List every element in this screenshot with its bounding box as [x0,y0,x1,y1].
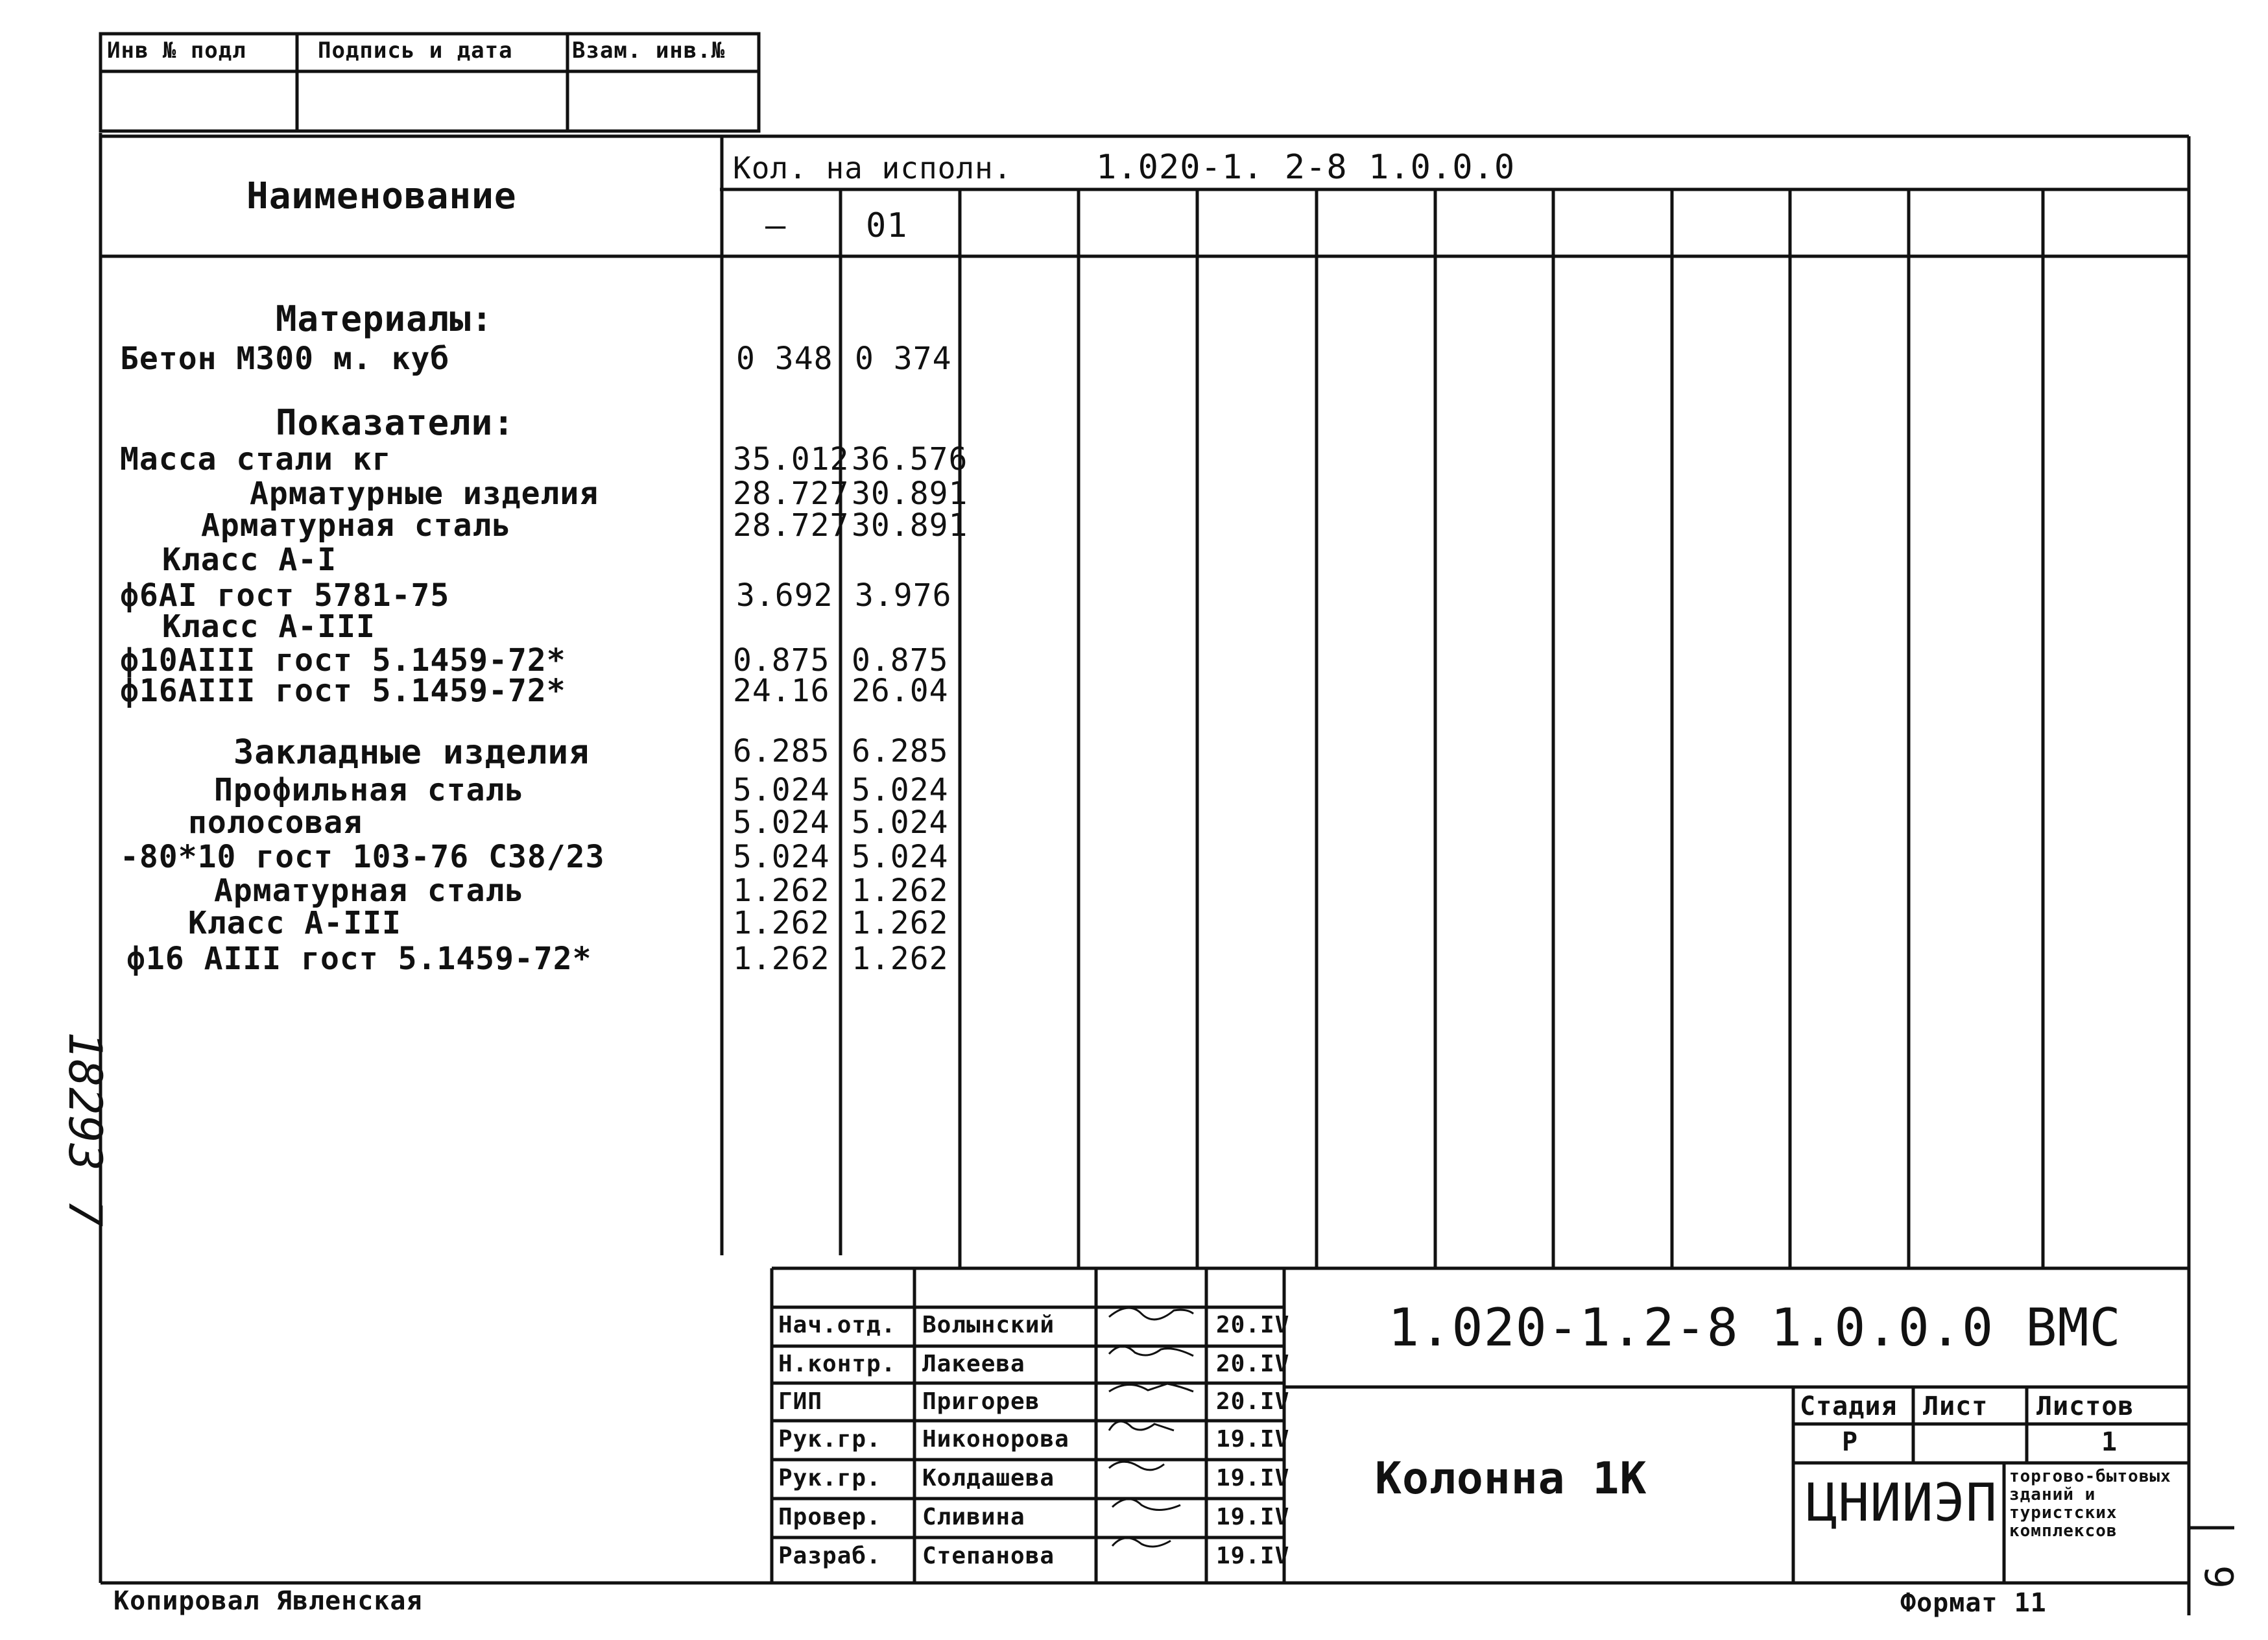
row-value-variant-2: 30.891 [852,476,968,512]
row-value-variant-2: 26.04 [852,673,949,709]
stamp-replacement-label: Взам. инв.№ [572,38,726,64]
stage-label: Стадия [1800,1392,1898,1421]
stamp-signature-label: Подпись и дата [318,38,513,64]
organization-name: ЦНИИЭП [1806,1473,1998,1533]
sheets-label: Листов [2036,1392,2134,1421]
row-value-variant-2: 1.262 [852,905,949,941]
sig-role: Провер. [778,1504,881,1530]
handwritten-signatures [1103,1294,1200,1580]
row-value-variant-1: 28.727 [733,507,850,544]
row-name: Арматурные изделия [250,476,599,512]
page-number: 6 [2197,1564,2243,1589]
row-value-variant-2: 6.285 [852,733,949,769]
sig-role: ГИП [778,1388,823,1415]
stage-value: Р [1842,1427,1859,1457]
stamp-inv-label: Инв № подл [107,38,246,64]
document-designation: 1.020-1.2-8 1.0.0.0 ВМС [1388,1297,2121,1358]
row-name: Класс А-III [188,905,401,941]
sig-date: 20.IV [1216,1351,1290,1377]
row-value-variant-2: 5.024 [852,839,949,875]
row-name: ф16 АIII гост 5.1459-72* [126,941,592,977]
sig-name: Сливина [922,1504,1025,1530]
row-name: ф10АIII гост 5.1459-72* [120,642,566,679]
row-value-variant-2: 0 374 [855,341,952,377]
row-value-variant-2: 1.262 [852,873,949,909]
row-value-variant-1: 1.262 [733,873,830,909]
row-value-variant-2: 3.976 [855,577,952,614]
sig-name: Волынский [922,1312,1055,1338]
row-value-variant-1: 0.875 [733,642,830,679]
sig-date: 19.IV [1216,1465,1290,1491]
sig-role: Нач.отд. [778,1312,896,1338]
row-value-variant-1: 28.727 [733,476,850,512]
row-name: ф6АI гост 5781-75 [120,577,450,614]
copied-by: Копировал Явленская [113,1586,423,1616]
sig-date: 20.IV [1216,1388,1290,1415]
row-value-variant-1: 5.024 [733,804,830,841]
row-value-variant-1: 5.024 [733,839,830,875]
sig-date: 19.IV [1216,1504,1290,1530]
row-name: Профильная сталь [214,772,525,808]
sig-role: Н.контр. [778,1351,896,1377]
row-value-variant-1: 1.262 [733,905,830,941]
row-name: Арматурная сталь [214,873,525,909]
row-name: Закладные изделия [233,733,590,772]
sig-name: Пригорев [922,1388,1040,1415]
row-value-variant-1: 1.262 [733,941,830,977]
row-name: Класс А-I [162,542,337,578]
sig-name: Колдашева [922,1465,1055,1491]
row-value-variant-2: 1.262 [852,941,949,977]
variant-header-2: 01 [866,206,908,245]
margin-inventory-number: 18293 7 [58,1031,112,1228]
row-value-variant-1: 0 348 [736,341,833,377]
row-value-variant-2: 5.024 [852,804,949,841]
sig-date: 19.IV [1216,1426,1290,1453]
sheets-value: 1 [2101,1427,2118,1457]
row-value-variant-2: 36.576 [852,441,968,477]
row-value-variant-2: 5.024 [852,772,949,808]
row-value-variant-2: 30.891 [852,507,968,544]
sheet-label: Лист [1923,1392,1988,1421]
row-name: -80*10 гост 103-76 С38/23 [120,839,605,875]
row-value-variant-1: 6.285 [733,733,830,769]
row-name: Класс А-III [162,609,376,645]
column-header-name: Наименование [246,175,517,217]
row-name: полосовая [188,804,363,841]
row-name: ф16АIII гост 5.1459-72* [120,673,566,709]
row-name: Бетон М300 м. куб [120,341,450,377]
column-header-qty: Кол. на исполн. [733,151,1012,186]
sig-role: Разраб. [778,1543,881,1569]
document-title: Колонна 1К [1375,1453,1647,1504]
section-heading-indicators: Показатели: [276,402,515,443]
sig-name: Никонорова [922,1426,1069,1453]
sig-name: Степанова [922,1543,1055,1569]
sig-role: Рук.гр. [778,1426,881,1453]
sig-role: Рук.гр. [778,1465,881,1491]
row-value-variant-1: 24.16 [733,673,830,709]
sig-date: 20.IV [1216,1312,1290,1338]
row-value-variant-1: 35.012 [733,441,850,477]
row-name: Масса стали кг [120,441,392,477]
organization-description: торгово-бытовых зданий и туристских комплексов [2009,1467,2171,1541]
section-heading-materials: Материалы: [276,298,494,339]
sig-date: 19.IV [1216,1543,1290,1569]
sig-name: Лакеева [922,1351,1025,1377]
row-value-variant-2: 0.875 [852,642,949,679]
row-value-variant-1: 5.024 [733,772,830,808]
row-name: Арматурная сталь [201,507,512,544]
variant-header-1: — [765,206,787,245]
header-doc-code: 1.020-1. 2-8 1.0.0.0 [1096,148,1516,187]
format-label: Формат 11 [1900,1588,2047,1618]
row-value-variant-1: 3.692 [736,577,833,614]
